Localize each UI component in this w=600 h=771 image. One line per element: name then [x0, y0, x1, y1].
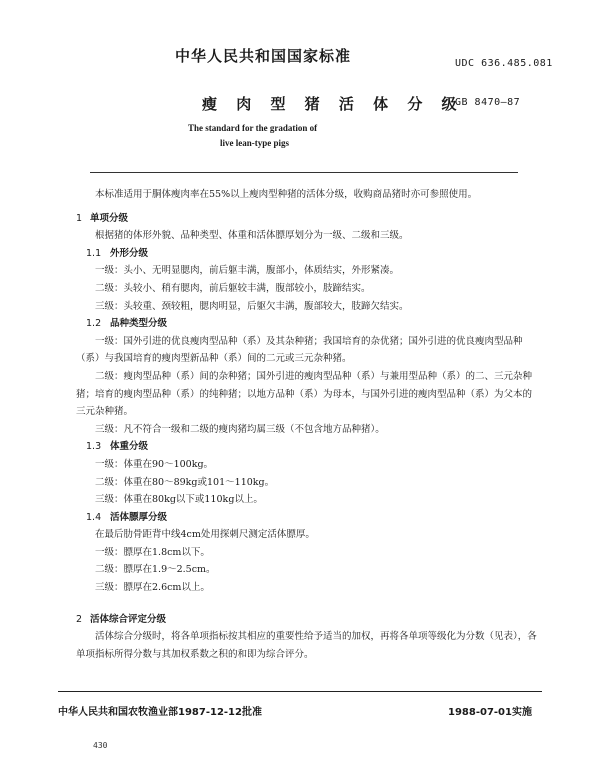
list-item: 二级：体重在80～89kg或101～110kg。	[95, 476, 275, 488]
gb-code: GB 8470—87	[455, 97, 521, 108]
subsection-1-3-heading	[76, 438, 538, 456]
subsection-title: 活体膘厚分级	[110, 511, 168, 523]
paragraph: 二级：瘦肉型品种（系）间的杂种猪；国外引进的瘦肉型品种（系）与兼用型品种（系）的二、三元杂种猪；培育的瘦肉型品种（系）的纯种猪；以地方品种（系）为母本，与国外引进的瘦肉型品种（系）为父本的三元杂种猪。	[76, 370, 533, 418]
paragraph: 活体综合分级时，将各单项指标按其相应的重要性给予适当的加权，再将各单项等级化为分数（见表），各单项指标所得分数与其加权系数之积的和即为综合评分。	[76, 631, 537, 660]
document-title: 瘦 肉 型 猪 活 体 分 级	[202, 95, 464, 113]
subsection-number: 1.2	[86, 318, 102, 330]
section-1-intro: 根据猪的体形外貌、品种类型、体重和活体膘厚划分为一级、二级和三级。	[95, 230, 409, 242]
section-number: 1	[76, 212, 83, 224]
subsection-title: 品种类型分级	[110, 318, 168, 330]
list-item: 三级：头较重、颈较粗，腮肉明显，后躯欠丰满，腹部较大，肢蹄欠结实。	[95, 300, 409, 312]
section-1-heading	[76, 210, 538, 228]
list-item: 一级：膘厚在1.8cm以下。	[95, 546, 210, 558]
page-number: 430	[93, 741, 108, 750]
list-item: 二级：头较小、稍有腮肉，前后躯较丰满，腹部较小，肢蹄结实。	[95, 282, 371, 294]
section-2-heading	[76, 611, 538, 629]
document-body	[76, 186, 538, 663]
subsection-title: 体重分级	[110, 441, 149, 453]
subsection-1-4-heading	[76, 509, 538, 527]
implementation-date: 1988-07-01实施	[448, 707, 532, 718]
subsection-1-2-heading	[76, 315, 538, 333]
list-item: 二级：膘厚在1.9～2.5cm。	[95, 564, 216, 576]
paragraph: 一级：国外引进的优良瘦肉型品种（系）及其杂种猪；我国培育的杂优猪；国外引进的优良瘦肉型品种（系）与我国培育的瘦肉型新品种（系）间的二元或三元杂种猪。	[76, 335, 523, 365]
section-number: 2	[76, 613, 83, 625]
subsection-number: 1.3	[86, 441, 102, 453]
udc-code: UDC 636.485.081	[455, 58, 553, 69]
section-title: 活体综合评定分级	[90, 613, 167, 625]
header-divider	[90, 172, 518, 173]
paragraph: 在最后肋骨距背中线4cm处用探刺尺测定活体膘厚。	[95, 529, 315, 541]
section-title: 单项分级	[90, 212, 129, 224]
subsection-title: 外形分级	[110, 247, 149, 259]
list-item: 一级：头小、无明显腮肉，前后躯丰满，腹部小，体质结实，外形紧凑。	[95, 265, 400, 277]
subsection-number: 1.1	[86, 247, 102, 259]
english-title-line-1: The standard for the gradation of	[188, 123, 318, 133]
english-title-line-2: live lean-type pigs	[220, 138, 289, 148]
paragraph: 三级：凡不符合一级和二级的瘦肉猪均属三级（不包含地方品种猪）。	[95, 423, 385, 435]
national-standard-heading: 中华人民共和国国家标准	[175, 47, 352, 65]
subsection-number: 1.4	[86, 511, 102, 523]
subsection-1-1-heading	[76, 245, 538, 263]
list-item: 三级：体重在80kg以下或110kg以上。	[95, 494, 263, 506]
list-item: 一级：体重在90～100kg。	[95, 458, 214, 470]
footer-divider	[58, 691, 542, 692]
approval-statement: 中华人民共和国农牧渔业部1987-12-12批准	[58, 707, 262, 718]
intro-paragraph: 本标准适用于胴体瘦肉率在55%以上瘦肉型种猪的活体分级，收购商品猪时亦可参照使用。	[95, 189, 478, 200]
list-item: 三级：膘厚在2.6cm以上。	[95, 582, 210, 594]
